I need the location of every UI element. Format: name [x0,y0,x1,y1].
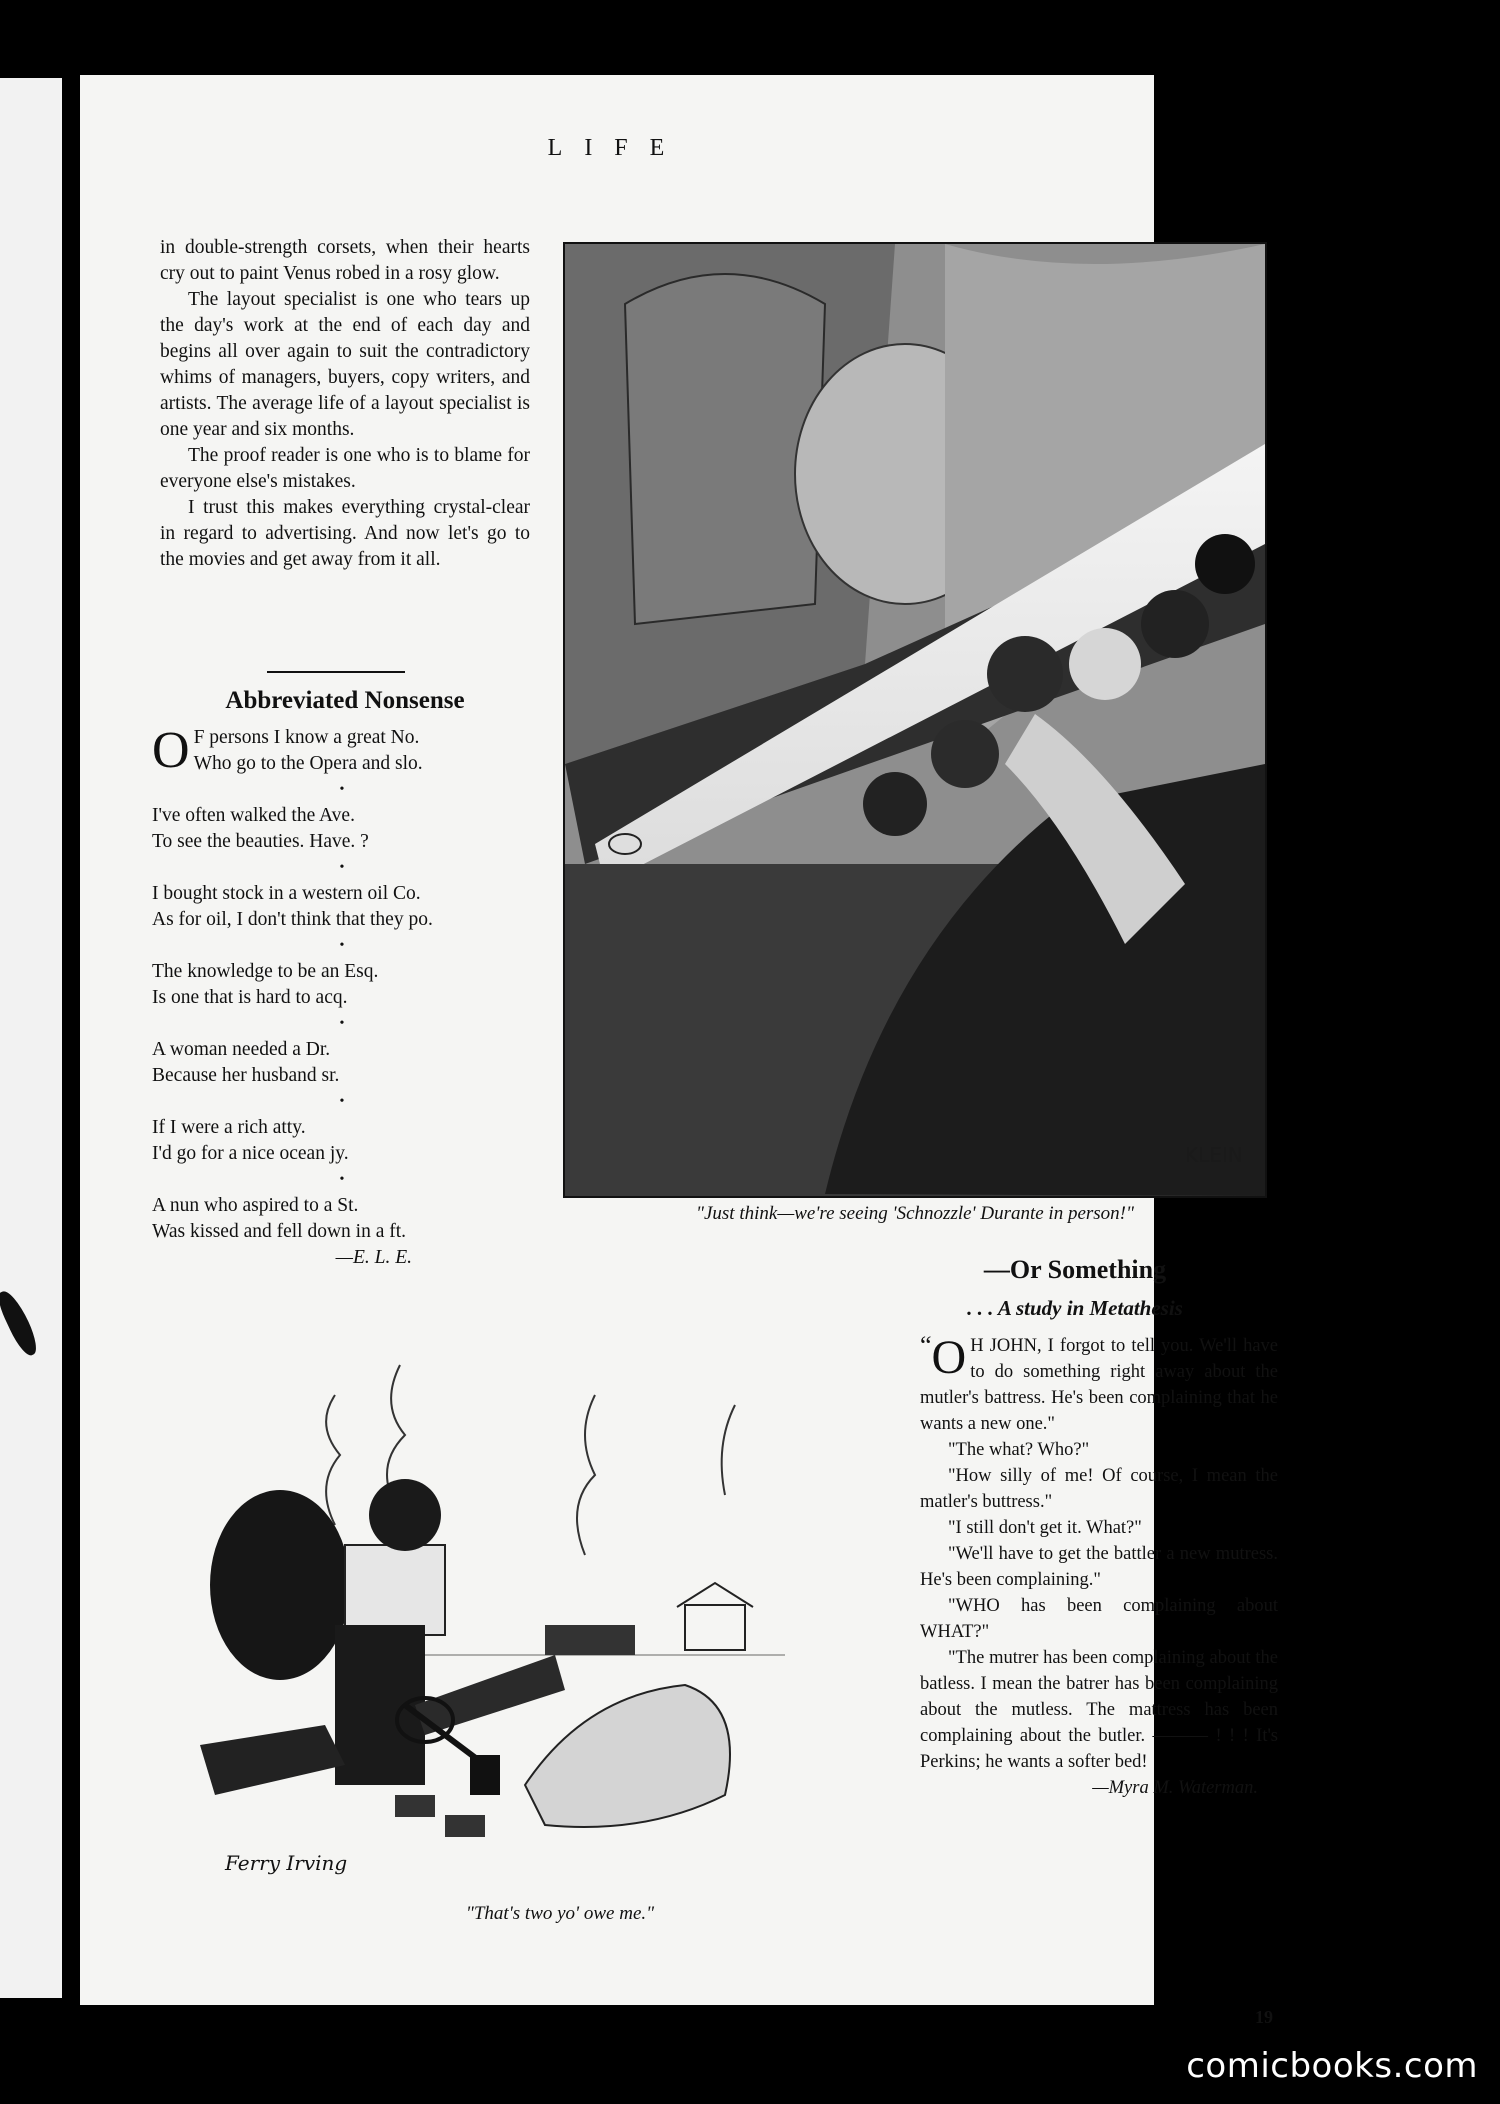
poem-stanza [152,1193,532,1245]
poem-line: A woman needed a Dr. [152,1039,331,1060]
facing-page-edge [0,78,62,1998]
article-signature: —Myra M. Waterman. [1092,1778,1258,1798]
poem-stanza [152,1115,532,1167]
stanza-bullet: • [339,1094,345,1109]
paragraph: The proof reader is one who is to blame for everyone else's mistakes. [160,445,530,492]
paragraph: H JOHN, I forgot to tell you. We'll have to do something right away about the mutler's battress. He's been complaining that he wants a new one." [920,1336,1278,1434]
paragraph: "The what? Who?" [948,1440,1090,1460]
paragraph: The layout specialist is one who tears up the day's work at the end of each day and begins all over again to suit the contradictory whims of managers, buyers, copy writers, and artists. The average life of a layout specialist is one year and six months. [160,289,530,440]
poem-title: Abbreviated Nonsense [225,687,465,714]
theater-illustration [565,244,1265,1196]
magazine-page [80,75,1278,2027]
poem-stanza [152,959,532,1011]
theater-cartoon [563,242,1267,1198]
source-watermark: comicbooks.com [1186,2046,1478,2086]
poem-line: The knowledge to be an Esq. [152,961,379,982]
poem-signature: —E. L. E. [335,1247,412,1268]
paragraph: "How silly of me! Of course, I mean the matler's buttress." [920,1466,1278,1512]
left-column-text [160,235,530,573]
article-body [920,1333,1278,1801]
page-header: LIFE [547,135,687,161]
poem-line: Is one that is hard to acq. [152,987,348,1008]
stanza-bullet: • [339,938,345,953]
poem-line: A nun who aspired to a St. [152,1195,359,1216]
stanza-bullet: • [339,1016,345,1031]
poem-stanza [152,722,532,779]
poem-line: I've often walked the Ave. [152,805,355,826]
theater-cartoon-caption: "Just think—we're seeing 'Schnozzle' Durante in person!" [696,1203,1134,1224]
poem-line: Was kissed and fell down in a ft. [152,1221,407,1242]
poem-body [152,722,532,1271]
poem-stanza [152,881,532,933]
article-title: —Or Something [983,1255,1167,1284]
workman-cartoon [165,1325,865,1895]
poem-line: As for oil, I don't think that they po. [152,909,433,930]
artist-signature: KLEIN [1185,1143,1243,1167]
article-subtitle: . . . A study in Metathesis [967,1296,1183,1320]
workman-illustration [165,1325,865,1895]
poem-line: I'd go for a nice ocean jy. [152,1143,349,1164]
poem-stanza [152,1037,532,1089]
page-number: 19 [1255,2007,1273,2027]
poem-line: Because her husband sr. [152,1065,340,1086]
paragraph: "The mutrer has been complaining about the batless. I mean the batrer has been complaining about the mutless. The mattress has been complaining about the butler. ——— ! ! ! It's Perkins; he wants a softer bed! [920,1648,1278,1772]
section-divider [267,671,405,673]
drop-cap: O [931,1331,967,1384]
paragraph: in double-strength corsets, when their hearts cry out to paint Venus robed in a rosy glow. [160,237,530,284]
drop-cap: O [152,722,190,779]
paragraph: I trust this makes everything crystal-clear in regard to advertising. And now let's go to the movies and get away from it all. [160,497,530,570]
paragraph: "WHO has been complaining about WHAT?" [920,1596,1278,1642]
stanza-bullet: • [339,1172,345,1187]
poem-line: I bought stock in a western oil Co. [152,883,421,904]
workman-cartoon-caption: "That's two yo' owe me." [465,1903,655,1924]
poem-line: If I were a rich atty. [152,1117,306,1138]
facing-page-ink-mark [0,1287,42,1359]
paragraph: "I still don't get it. What?" [948,1518,1142,1538]
paragraph: "We'll have to get the battler a new mutress. He's been complaining." [920,1544,1278,1590]
stanza-bullet: • [339,860,345,875]
poem-stanza [152,803,532,855]
stanza-bullet: • [339,782,345,797]
poem-line: Who go to the Opera and slo. [193,753,423,774]
open-quote: “ [920,1331,932,1360]
poem-line: To see the beauties. Have. ? [152,831,369,852]
article-first-paragraph [920,1333,1278,1437]
poem-line: F persons I know a great No. [193,727,420,748]
artist-signature: Ferry Irving [225,1851,348,1875]
